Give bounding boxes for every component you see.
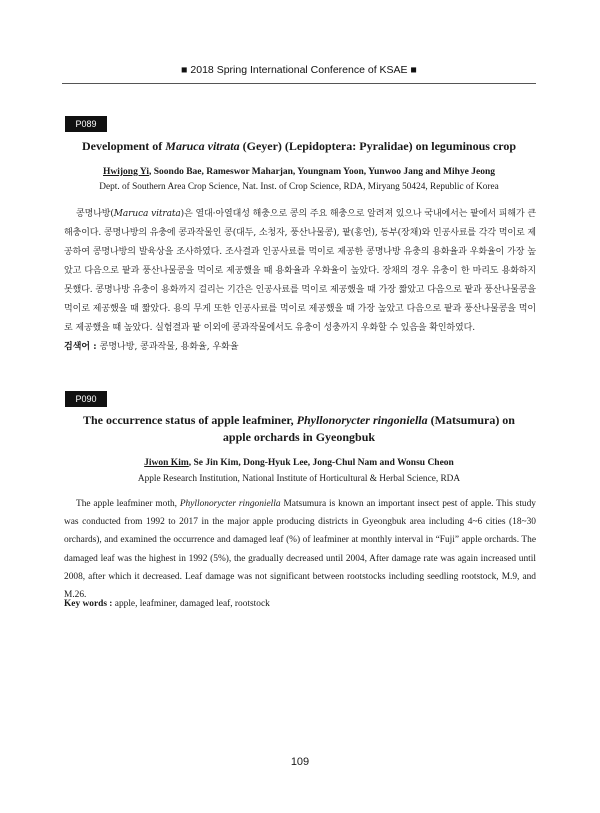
abstract-text: The apple leafminer moth, xyxy=(76,499,180,509)
species-name: Phyllonorycter ringoniella xyxy=(179,499,281,509)
abstract-text: )은 열대·아열대성 해충으로 콩의 주요 해충으로 알려져 있으나 국내에서는 팥에서 피해가 큰 해충이다. 콩명나방의 유충에 콩과작물인 콩(대두, 소청자, 풍산나물콩), 팥(홍언), 동부(장채)와 인공사료를 각각 먹이로 제공하여 콩명나방의 발육상을 조사하였다. 조사결과 인공사료를 먹이로 제공한 콩명나방 유충의 용화율과 우화율이 가장 높았고 다음으로 팥과 풍산나물콩을 먹이로 제공했을 때 용화율과 우화율이 높았다. 장채의 경우 유충이 한 마리도 용화하지 못했다. 콩명나방 유충이 용화까지 걸리는 기간은 인공사료를 먹이로 제공했을 때 가장 짧았고 다음으로 팥과 풍산나물콩을 먹이로 제공했을 때 짧았다. 용의 무게 또한 인공사료를 먹이로 제공했을 때 가장 높았고 다음으로 팥과 풍산나물콩을 먹이로 제공했을 때 높았다. 실험결과 팥 이외에 콩과작물에서도 유충이 성충까지 우화할 수 있음을 확인하였다. xyxy=(64,209,536,333)
species-name: Maruca vitrata xyxy=(113,209,181,219)
co-authors: , Soondo Bae, Rameswor Maharjan, Youngnam Yoon, Yunwoo Jang and Mihye Jeong xyxy=(149,167,496,177)
abstract-text: Matsumura is known an important insect pest of apple. This study was conducted from 1992 to 2017 in the major apple producing districts in Gyeongbuk area including 4~6 cities (18~30 orchards), and examined the occurrence and damaged leaf (%) of leafminer at monthly interval in “Fuji” apple orchards. The damaged leaf was the highest in 1992 (5%), the gradually decreased until 2004, After damage rate was again increased until 2008, after which it decreased. Leaf damage was not significant between rootstocks including seedling rootstock, M.9, and M.26. xyxy=(64,499,536,601)
species-name: Maruca vitrata xyxy=(165,139,240,153)
running-header: ■ 2018 Spring International Conference of KSAE ■ xyxy=(181,64,417,76)
keywords-label: 검색어 : xyxy=(64,342,100,352)
affiliation-p090: Apple Research Institution, National Institute of Horticultural & Herbal Science, RDA xyxy=(137,474,461,484)
species-name: Phyllonorycter ringoniella xyxy=(296,413,428,427)
keywords-p089 xyxy=(64,339,536,352)
header-rule xyxy=(62,83,536,84)
abstract-id-badge-p089: P089 xyxy=(65,116,107,132)
title-text: The occurrence status of apple leafminer, xyxy=(83,413,297,427)
abstract-id-badge-p090: P090 xyxy=(65,391,107,407)
co-authors: , Se Jin Kim, Dong-Hyuk Lee, Jong-Chul Nam and Wonsu Cheon xyxy=(188,458,454,468)
authors-p089 xyxy=(62,167,536,177)
abstract-title-p090 xyxy=(62,412,536,446)
keywords-text: apple, leafminer, damaged leaf, rootstock xyxy=(114,599,270,609)
presenting-author: Hwijong Yi xyxy=(102,167,149,177)
authors-p090 xyxy=(62,458,536,468)
affiliation-p089: Dept. of Southern Area Crop Science, Nat. Inst. of Crop Science, RDA, Miryang 50424, Republic of Korea xyxy=(99,182,499,192)
keywords-label: Key words : xyxy=(64,599,115,609)
abstract-title-p089 xyxy=(62,138,536,155)
presenting-author: Jiwon Kim xyxy=(144,458,189,468)
title-text: Development of xyxy=(81,139,166,153)
page-number: 109 xyxy=(290,756,310,768)
abstract-body-p090 xyxy=(64,495,536,604)
abstract-body-p089 xyxy=(64,205,536,338)
keywords-p090 xyxy=(64,599,536,609)
keywords-text: 콩명나방, 콩과작물, 용화율, 우화율 xyxy=(99,342,239,352)
title-text: (Geyer) (Lepidoptera: Pyralidae) on leguminous crop xyxy=(239,139,517,153)
abstract-text: 콩명나방( xyxy=(76,209,114,219)
title-text: (Matsumura) on apple orchards in Gyeongbuk xyxy=(222,413,515,444)
